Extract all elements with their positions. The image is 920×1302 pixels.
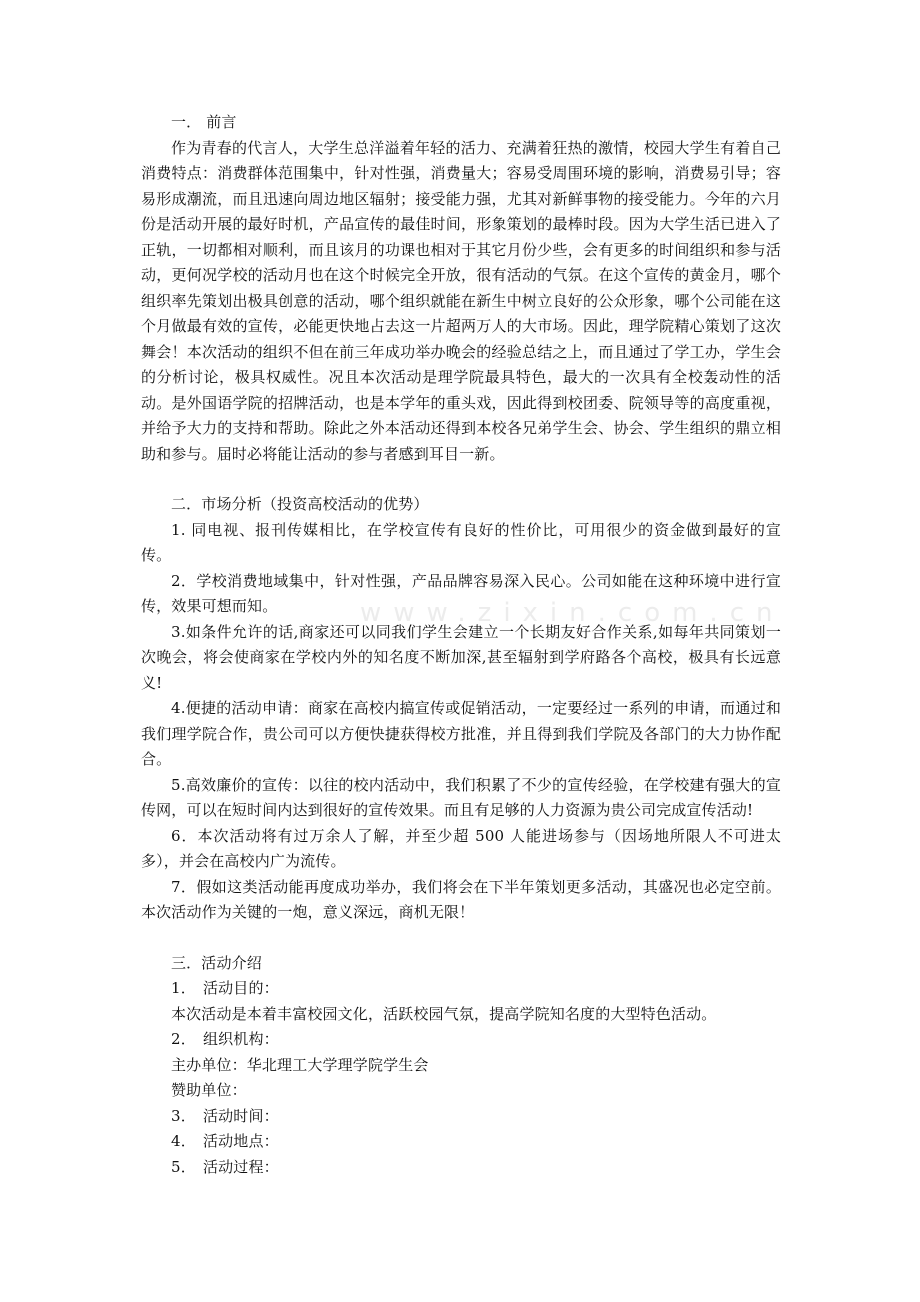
section-gap [141, 467, 781, 492]
item-number: 3． [171, 1106, 196, 1125]
item-label: 活动地点： [203, 1132, 279, 1150]
market-item-1: 1. 同电视、报刊传媒相比，在学校宣传有良好的性价比，可用很少的资金做到最好的宣传。 [141, 520, 781, 564]
section-3-heading: 三．活动介绍 [171, 953, 262, 972]
activity-purpose-line [141, 976, 781, 1002]
document-body [141, 110, 781, 1180]
item-label: 活动过程： [203, 1157, 279, 1176]
market-item-3: 3.如条件允许的话,商家还可以同我们学生会建立一个长期友好合作关系,如每年共同策划一次晚会，将会使商家在学校内外的知名度不断加深,甚至辐射到学府路各个高校，极具有长远意义! [141, 622, 781, 692]
market-item-2: 2．学校消费地域集中，针对性强，产品品牌容易深入民心。公司如能在这种环境中进行宣传，效果可想而知。 [141, 571, 781, 615]
section-gap [141, 926, 781, 951]
host-unit: 主办单位：华北理工大学理学院学生会 [171, 1055, 429, 1074]
watermark: www.zixin.com.cn [360, 598, 785, 628]
organization-line [141, 1027, 781, 1053]
market-item-4: 4.便捷的活动申请：商家在高校内搞宣传或促销活动，一定要经过一系列的申请，而通过和我们理学院合作，贵公司可以方便快捷获得校方批准，并且得到我们学院及各部门的大力协作配合。 [141, 699, 781, 768]
item-label: 活动目的： [203, 979, 279, 997]
market-item-7: 7．假如这类活动能再度成功举办，我们将会在下半年策划更多活动，其盛况也必定空前。本次活动作为关键的一炮，意义深远，商机无限！ [141, 877, 781, 921]
item-number: 5． [171, 1157, 196, 1176]
item-number: 1． [171, 979, 196, 997]
item-label: 活动时间： [203, 1106, 279, 1125]
item-label: 组织机构： [203, 1030, 279, 1048]
item-number: 4． [171, 1132, 196, 1150]
section-1-paragraph: 作为青春的代言人，大学生总洋溢着年轻的活力、充满着狂热的激情，校园大学生有着自己消费特点：消费群体范围集中，针对性强，消费量大；容易受周围环境的影响，消费易引导；容易形成潮流，而且迅速向周边地区辐射；接受能力强，尤其对新鲜事物的接受能力。今年的六月份是活动开展的最好时机，产品宣传的最佳时间，形象策划的最棒时段。因为大学生活已进入了正轨，一切都相对顺利，而且该月的功课也相对于其它月份少些，会有更多的时间组织和参与活动，更何况学校的活动月也在这个时候完全开放，很有活动的气氛。在这个宣传的黄金月，哪个组织率先策划出极具创意的活动，哪个组织就能在新生中树立良好的公众形象，哪个公司能在这个月做最有效的宣传，必能更快地占去这一片超两万人的大市场。因此，理学院精心策划了这次舞会！本次活动的组织不但在前三年成功举办晚会的经验总结之上，而且通过了学工办，学生会的分析讨论，极具权威性。况且本次活动是理学院最具特色，最大的一次具有全校轰动性的活动。是外国语学院的招牌活动，也是本学年的重头戏，因此得到校团委、院领导等的高度重视，并给予大力的支持和帮助。除此之外本活动还得到本校各兄弟学生会、协会、学生组织的鼎立相助和参与。届时必将能让活动的参与者感到耳目一新。 [141, 138, 781, 463]
activity-purpose-text: 本次活动是本着丰富校园文化，活跃校园气氛，提高学院知名度的大型特色活动。 [171, 1004, 717, 1023]
market-item-6: 6．本次活动将有过万余人了解，并至少超 500 人能进场参与（因场地所限人不可进太多），并会在高校内广为流传。 [141, 826, 781, 870]
section-1-heading: 一． 前言 [171, 113, 237, 131]
activity-time-line [141, 1104, 781, 1130]
sponsor-unit: 赞助单位： [171, 1081, 247, 1099]
section-2-heading: 二．市场分析（投资高校活动的优势） [171, 495, 429, 513]
item-number: 2． [171, 1030, 196, 1048]
activity-process-line [141, 1155, 781, 1181]
activity-location-line [141, 1129, 781, 1155]
market-item-5: 5.高效廉价的宣传：以往的校内活动中，我们积累了不少的宣传经验，在学校建有强大的宣传网，可以在短时间内达到很好的宣传效果。而且有足够的人力资源为贵公司完成宣传活动! [141, 775, 781, 819]
